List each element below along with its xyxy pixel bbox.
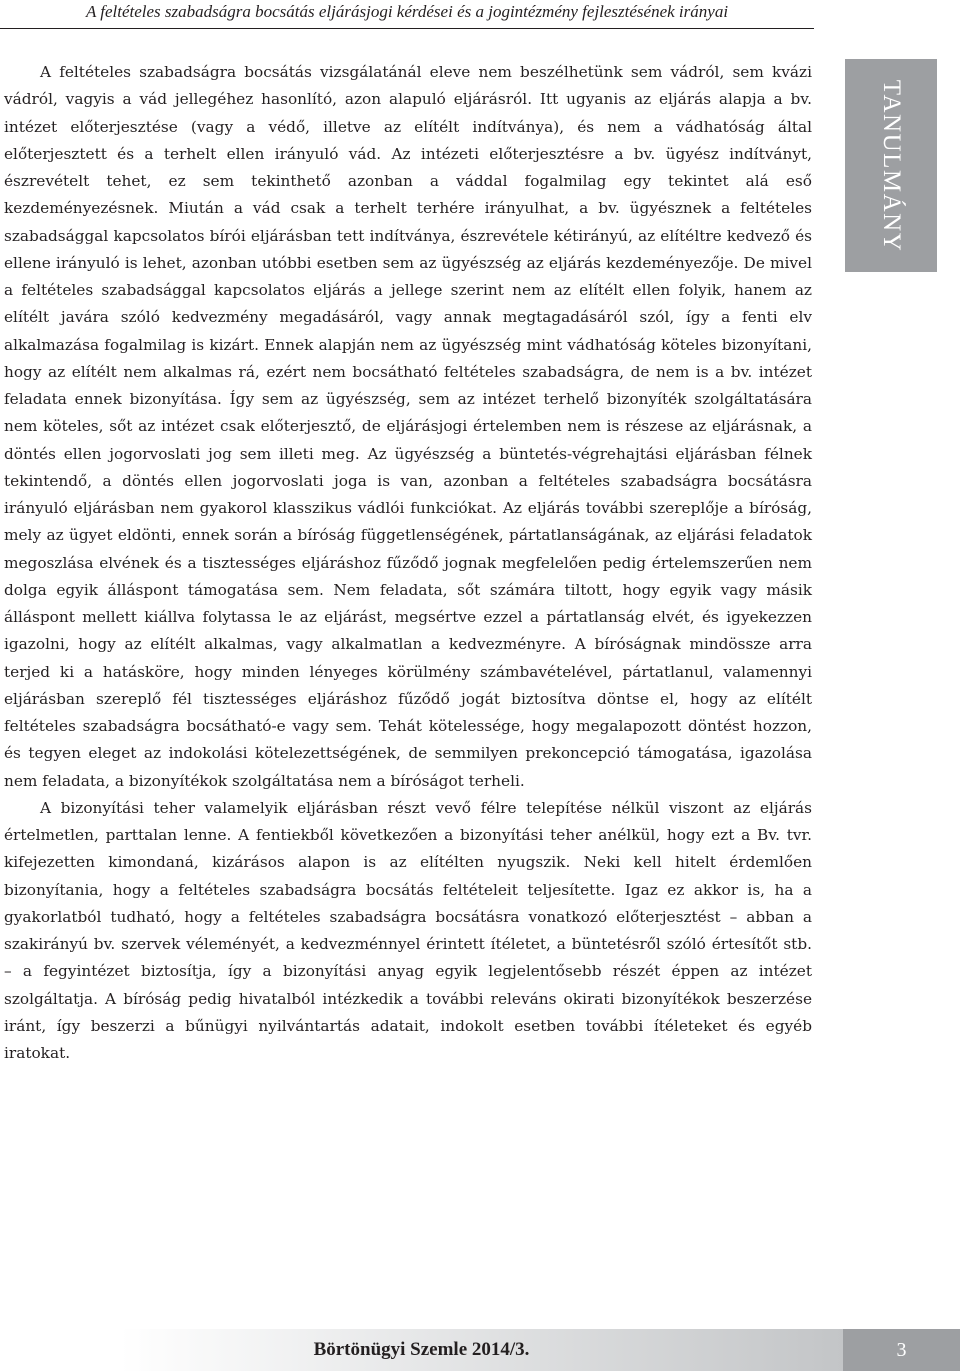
section-tab-label: TANULMÁNY xyxy=(878,79,905,252)
journal-title: Börtönügyi Szemle 2014/3. xyxy=(313,1339,530,1360)
page-number: 3 xyxy=(843,1329,960,1371)
running-head: A feltételes szabadságra bocsátás eljárásjogi kérdései és a jogintézmény fejlesztésének irányai xyxy=(0,0,814,29)
paragraph: A feltételes szabadságra bocsátás vizsgálatánál eleve nem beszélhetünk sem vádról, sem kvázi vádról, vagyis a vád jellegéhez hasonlító, azon alapuló eljárásról. Itt ugyanis az eljárás alapja a bv. intézet előterjesztése (vagy a védő, illetve az elítélt indítványa), és nem a vádhatóság által előterjesztett és a terhelt ellen irányuló vád. Az intézeti előterjesztésre a bv. ügyész indítványt, észrevételt tehet, ez sem tekinthető azonban a váddal fogalmilag egy tekintet alá eső kezdeményezésnek. Miután a vád csak a terhelt terhére irányulhat, a bv. ügyésznek a feltételes szabadsággal kapcsolatos bírói eljárásban tett indítványa, észrevétele kétirányú, az elítéltre kedvező és ellene irányuló is lehet, azonban utóbbi esetben sem az ügyészség az eljárás kezdeményezője. De mivel a feltételes szabadsággal kapcsolatos eljárás a jellege szerint nem az elítélt ellen folyik, hanem az elítélt javára szóló kedvezmény megadásáról, vagy annak megtagadásáról szól, így a fenti elv alkalmazása fogalmilag is kizárt. Ennek alapján nem az ügyészség mint vádhatóság köteles bizonyítani, hogy az elítélt nem alkalmas rá, ezért nem bocsátható feltételes szabadságra, de nem is a bv. intézet feladata ennek bizonyítása. Így sem az ügyészség, sem az intézet terhelő bizonyíték szolgáltatására nem köteles, sőt az intézet csak előterjesztő, de eljárásjogi értelemben nem is részese az eljárásnak, a döntés ellen jogorvoslati jog sem illeti meg. Az ügyészség a büntetés-végrehajtási eljárásban félnek tekintendő, a döntés ellen jogorvoslati joga is van, azonban a feltételes szabadságra bocsátásra irányuló eljárásban nem gyakorol klasszikus vádlói funkciókat. Az eljárás további szereplője a bíróság, mely az ügyet eldönti, ennek során a bíróság függetlenségének, pártatlanságának, az eljárási feladatok megoszlása elvének és a tisztességes eljáráshoz fűződő jognak megfelelően pedig értelemszerűen nem dolga egyik álláspont támogatása sem. Nem feladata, sőt számára tiltott, hogy egyik vagy másik álláspont mellett kiállva folytassa le az eljárást, megsértve ezzel a pártatlanság elvét, és igyekezzen igazolni, hogy az elítélt alkalmas, vagy alkalmatlan a kedvezményre. A bíróságnak mindössze arra terjed ki a hatásköre, hogy minden lényeges körülmény számbavételével, pártatlanul, valamennyi eljárásban szereplő fél tisztességes eljáráshoz fűződő jogát biztosítva döntse el, hogy az elítélt feltételes szabadságra bocsátható-e vagy sem. Tehát kötelessége, hogy megalapozott döntést hozzon, és tegyen eleget az indokolási kötelezettségének, de semmilyen prekoncepció támogatása, igazolása nem feladata, a bizonyítékok szolgáltatása nem a bíróságot terheli. xyxy=(4,63,812,790)
article-body xyxy=(4,59,812,1067)
paragraph: A bizonyítási teher valamelyik eljárásban részt vevő félre telepítése nélkül viszont az eljárás értelmetlen, parttalan lenne. A fentiekből következően a bizonyítási teher anélkül, hogy ezt a Bv. tvr. kifejezetten kimondaná, kizárásos alapon is az elítélten nyugszik. Neki kell hitelt érdemlően bizonyítania, hogy a feltételes szabadságra bocsátás feltételeit teljesítette. Igaz ez akkor is, ha a gyakorlatból tudható, hogy a feltételes szabadságra bocsátásra vonatkozó előterjesztést – abban a szakirányú bv. szervek véleményét, a kedvezménnyel érintett ítéletet, a büntetésről szóló értesítőt stb. – a fegyintézet biztosítja, így a bizonyítási anyag egyik legjelentősebb részét éppen az intézet szolgáltatja. A bíróság pedig hivatalból intézkedik a további releváns okirati bizonyítékok beszerzése iránt, így beszerzi a bűnügyi nyilvántartás adatait, indokolt esetben további ítéleteket és egyéb iratokat. xyxy=(4,798,812,1062)
section-tab xyxy=(845,59,937,272)
